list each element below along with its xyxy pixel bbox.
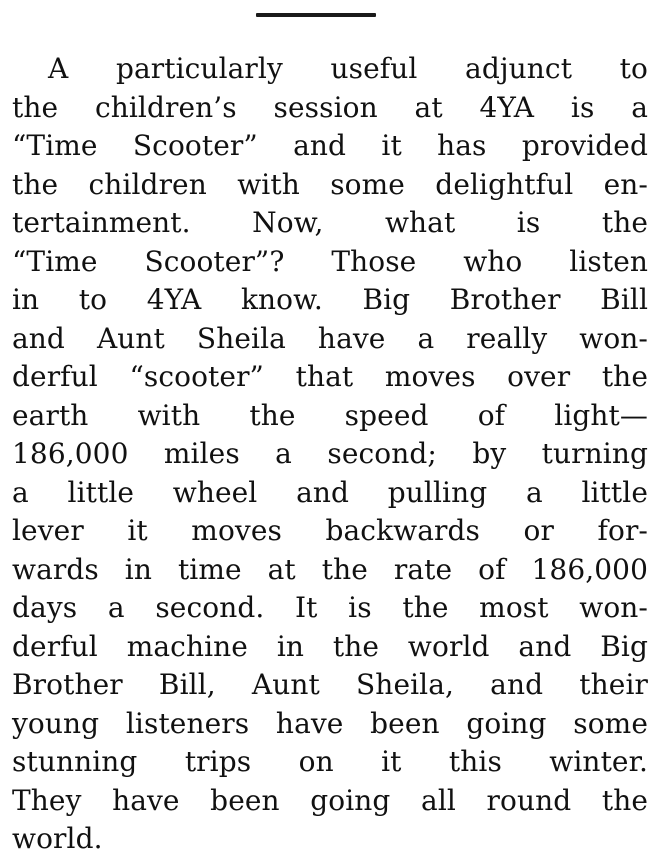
article-line: A particularly useful adjunct to <box>48 52 648 85</box>
article-line: days a second. It is the most won- <box>12 591 648 624</box>
article-line: Brother Bill, Aunt Sheila, and their <box>12 668 648 701</box>
article-body <box>12 50 648 859</box>
article-line: They have been going all round the <box>12 783 648 817</box>
article-line: the children with some delightful en- <box>12 167 648 201</box>
article-line: a little wheel and pulling a little <box>12 475 648 509</box>
column-rule <box>256 13 376 17</box>
article-line: “Time Scooter”? Those who listen <box>12 244 648 278</box>
article-line: “Time Scooter” and it has provided <box>12 129 648 162</box>
article-line: world. <box>12 822 103 855</box>
article-line: derful “scooter” that moves over the <box>12 360 648 393</box>
article-line: the children’s session at 4YA is a <box>12 90 648 124</box>
article-line: stunning trips on it this winter. <box>12 745 648 778</box>
article-line: tertainment. Now, what is the <box>12 206 648 239</box>
article-line: in to 4YA know. Big Brother Bill <box>12 283 648 316</box>
article-line: earth with the speed of light— <box>12 398 648 432</box>
article-line: wards in time at the rate of 186,000 <box>12 552 648 586</box>
article-line: derful machine in the world and Big <box>12 629 648 663</box>
article-line: and Aunt Sheila have a really won- <box>12 321 648 355</box>
article-line: young listeners have been going some <box>12 706 648 740</box>
article-line: 186,000 miles a second; by turning <box>12 437 648 470</box>
article-line: lever it moves backwards or for- <box>12 514 648 547</box>
